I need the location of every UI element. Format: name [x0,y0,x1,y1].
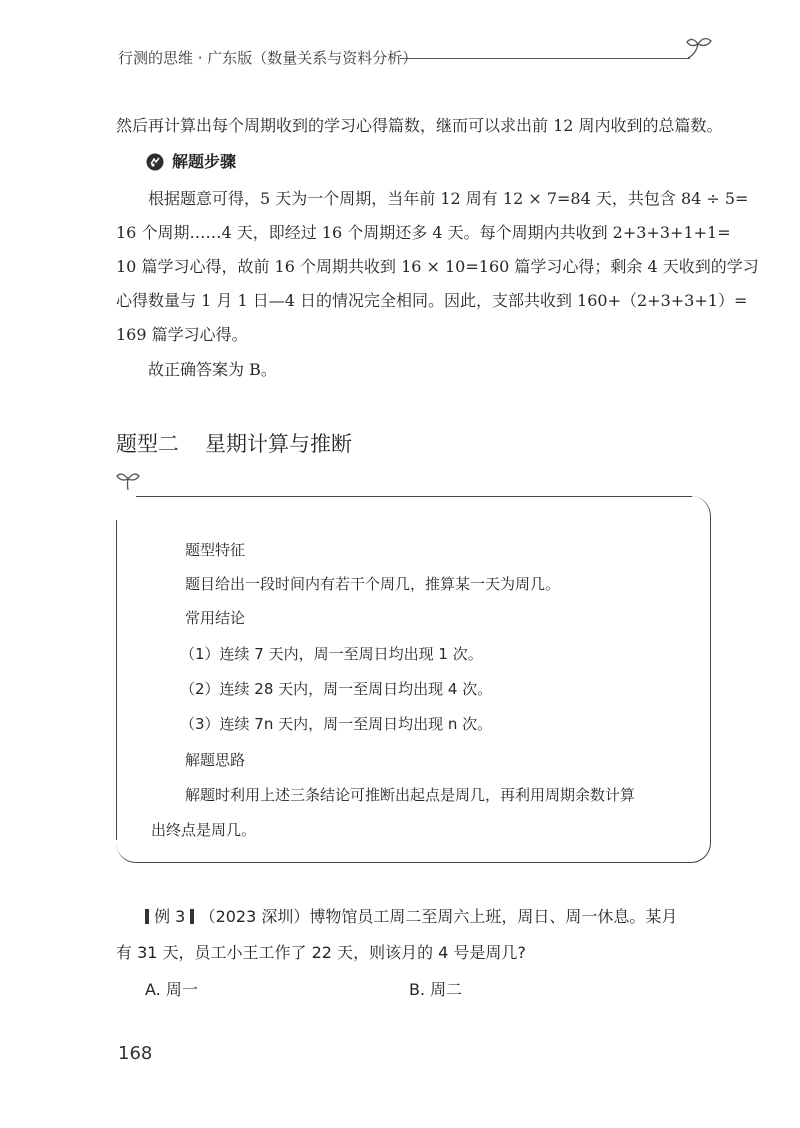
example-line [145,907,677,927]
option-a: A. 周一 [145,980,198,999]
solution-line: 169 篇学习心得。 [116,325,248,344]
example-question: （2023 深圳）博物馆员工周二至周六上班，周日、周一休息。某月 [199,907,678,926]
answer-line: 故正确答案为 B。 [148,360,277,379]
sprout-icon [684,36,714,60]
running-header: 行测的思维 · 广东版（数量关系与资料分析） [118,49,418,67]
conclusion-item: （3）连续 7n 天内，周一至周日均出现 n 次。 [180,715,493,733]
sprout-icon [114,470,142,492]
approach-text: 解题时利用上述三条结论可推断出起点是周几，再利用周期余数计算 [185,786,636,804]
section-label: 题型二 [116,432,179,456]
info-box-left [116,520,117,840]
example-label: 例 3 [154,907,186,926]
steps-badge-icon [146,153,164,171]
feature-heading: 题型特征 [185,541,246,559]
section-title [116,428,352,458]
example-marker-left [145,909,149,924]
approach-text: 出终点是周几。 [151,821,257,839]
solution-line: 心得数量与 1 月 1 日—4 日的情况完全相同。因此，支部共收到 160+（2+3+3+1）= [116,291,748,310]
solution-line: 根据题意可得，5 天为一个周期，当年前 12 周有 12 × 7=84 天，共包含 84 ÷ 5= [148,189,749,208]
conclusion-item: （1）连续 7 天内，周一至周日均出现 1 次。 [180,645,483,663]
intro-paragraph: 然后再计算出每个周期收到的学习心得篇数，继而可以求出前 12 周内收到的总篇数。 [116,116,723,135]
conclusion-heading: 常用结论 [185,609,246,627]
solution-line: 10 篇学习心得，故前 16 个周期共收到 16 × 10=160 篇学习心得；剩余 4 天收到的学习 [116,257,759,276]
section-name: 星期计算与推断 [205,432,352,456]
solution-line: 16 个周期……4 天，即经过 16 个周期还多 4 天。每个周期内共收到 2+3+3+1+1= [116,223,731,242]
approach-heading: 解题思路 [185,751,246,769]
info-box-top [136,496,692,497]
steps-heading: 解题步骤 [172,152,237,171]
feature-text: 题目给出一段时间内有若干个周几，推算某一天为周几。 [185,575,561,593]
example-question-cont: 有 31 天，员工小王工作了 22 天，则该月的 4 号是周几? [116,943,526,962]
example-marker-right [190,909,194,924]
header-rule [400,58,690,59]
page-number: 168 [118,1043,153,1064]
option-b: B. 周二 [409,980,463,999]
conclusion-item: （2）连续 28 天内，周一至周日均出现 4 次。 [180,680,493,698]
